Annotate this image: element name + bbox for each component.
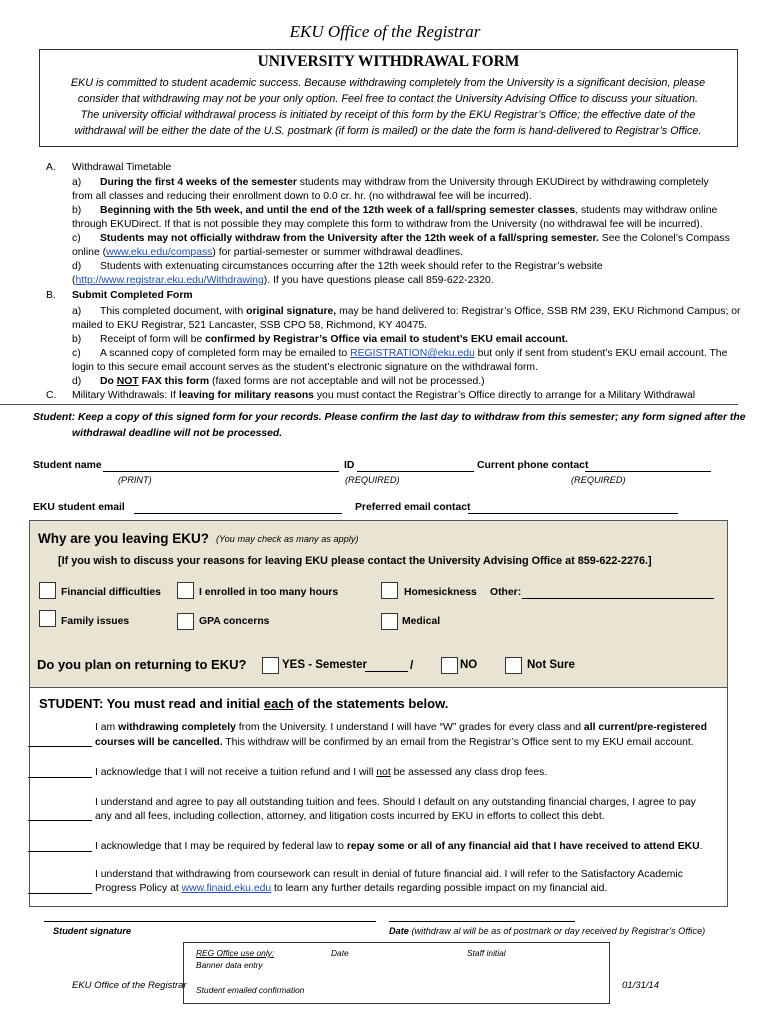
statement-2-initial-field[interactable] xyxy=(28,777,92,778)
registration-email-link[interactable]: REGISTRATION@eku.edu xyxy=(350,348,475,359)
section-a-item-c: c) Students may not officially withdraw from the University after the 12th week of a fall/spring semester. See the Colonel’s Compass xyxy=(72,233,730,244)
section-b-item-a-line2: mailed to EKU Registrar, 521 Lancaster, SSB CPO 58, Richmond, KY 40475. xyxy=(72,320,428,331)
emailed-confirmation-label: Student emailed confirmation xyxy=(196,985,305,995)
section-a-item-d-line2: (http://www.registrar.eku.edu/Withdrawing). If you have questions please call 859-622-2320. xyxy=(72,275,494,286)
section-c-text: Military Withdrawals: If leaving for military reasons you must contact the Registrar’s Office directly to arrange for a Military Withdrawal xyxy=(72,390,696,401)
statement-5-line2: Progress Policy at www.finaid.eku.edu to learn any further details regarding possible impact on my financial aid. xyxy=(95,883,608,894)
id-field[interactable] xyxy=(357,471,474,472)
statement-1-line1: I am withdrawing completely from the University. I understand I will have “W” grades for every class and all current/pre-registered xyxy=(95,722,707,733)
footer-left: EKU Office of the Registrar xyxy=(72,980,187,991)
student-note-line2: withdrawal deadline will not be processed. xyxy=(72,428,283,439)
statement-3-initial-field[interactable] xyxy=(28,820,92,821)
statement-3-line1: I understand and agree to pay all outstanding tuition and fees. Should I default on any outstanding financial charges, I agree to pay xyxy=(95,797,696,808)
return-yes-label: YES - Semester xyxy=(282,659,368,671)
gpa-concerns-checkbox[interactable] xyxy=(177,613,194,630)
section-b-label: B. xyxy=(46,290,56,301)
section-a-item-c-line2: online (www.eku.edu/compass) for partial-semester or summer withdrawal deadlines. xyxy=(72,247,463,258)
office-use-box xyxy=(183,942,610,1004)
return-not-sure-checkbox[interactable] xyxy=(505,657,522,674)
other-field[interactable] xyxy=(522,598,714,599)
section-c-label: C. xyxy=(46,390,57,401)
option-label: I enrolled in too many hours xyxy=(199,587,339,598)
id-required-hint: (REQUIRED) xyxy=(345,475,400,485)
id-label: ID xyxy=(344,460,355,471)
staff-initial-label: Staff initial xyxy=(467,948,506,958)
intro-line: withdrawal will be either the date of the U.S. postmark (if form is mailed) or the date the form is hand-delivered to Registrar’s Office. xyxy=(74,125,702,137)
statement-1-initial-field[interactable] xyxy=(28,746,92,747)
section-b-item-c: c) A scanned copy of completed form may be emailed to REGISTRATION@eku.edu but only if sent from student’s EKU email account. The xyxy=(72,348,728,359)
homesickness-checkbox[interactable] xyxy=(381,582,398,599)
compass-link[interactable]: www.eku.edu/compass xyxy=(106,247,213,258)
form-title-box xyxy=(39,49,738,147)
section-a-item-a-line2: from all classes and reducing their enrollment down to 0.0 cr. hr. (no withdrawal fee will be incurred). xyxy=(72,191,532,202)
intro-line: The university official withdrawal process is initiated by receipt of this form by the EKU Registrar’s Office; the effective date of the xyxy=(80,109,696,121)
statement-4-initial-field[interactable] xyxy=(28,851,92,852)
student-signature-field[interactable] xyxy=(44,921,376,922)
option-label: Financial difficulties xyxy=(61,587,161,598)
section-a-item-b-line2: through EKUDirect. If that is not possible they may complete this form to withdraw from the University (no withdrawal fee will be incurred). xyxy=(72,219,703,230)
section-a-item-a: a) During the first 4 weeks of the semester students may withdraw from the University through EKUDirect by withdrawing completely xyxy=(72,177,709,188)
return-semester-field[interactable] xyxy=(365,671,408,672)
student-name-label: Student name xyxy=(33,460,102,471)
return-not-sure-label: Not Sure xyxy=(527,659,575,671)
return-no-checkbox[interactable] xyxy=(441,657,458,674)
section-a-item-d: d) Students with extenuating circumstances occurring after the 12th week should refer to the Registrar’s website xyxy=(72,261,603,272)
too-many-hours-checkbox[interactable] xyxy=(177,582,194,599)
preferred-email-label: Preferred email contact xyxy=(355,502,471,513)
financial-difficulties-checkbox[interactable] xyxy=(39,582,56,599)
student-name-field[interactable] xyxy=(103,471,339,472)
form-title: UNIVERSITY WITHDRAWAL FORM xyxy=(257,53,520,70)
reg-office-label: REG Office use only: xyxy=(196,948,275,958)
banner-entry-label: Banner data entry xyxy=(196,960,263,970)
option-label: Family issues xyxy=(61,616,130,627)
student-note-line1: Student: Keep a copy of this signed form for your records. Please confirm the last day to withdraw from this semester; any form signed after the xyxy=(33,412,746,423)
semester-slash: / xyxy=(410,658,414,672)
eku-email-field[interactable] xyxy=(134,513,342,514)
statements-heading: STUDENT: You must read and initial each of the statements below. xyxy=(39,696,449,711)
section-b-item-a: a) This completed document, with original signature, may be hand delivered to: Registrar’s Office, SSB RM 239, EKU Richmond Campus; or xyxy=(72,306,741,317)
why-leaving-panel xyxy=(29,520,728,688)
why-leaving-title: Why are you leaving EKU? xyxy=(38,531,210,546)
statement-1-line2: courses will be cancelled. This withdraw will be confirmed by an email from the Registrar’s Office sent to my EKU email account. xyxy=(95,737,694,748)
medical-checkbox[interactable] xyxy=(381,613,398,630)
student-signature-label: Student signature xyxy=(53,926,132,936)
option-label: Medical xyxy=(402,616,441,627)
office-date-label: Date xyxy=(331,948,349,958)
option-label: Homesickness xyxy=(404,587,477,598)
section-b-item-d: d) Do NOT FAX this form (faxed forms are not acceptable and will not be processed.) xyxy=(72,376,485,387)
print-hint: (PRINT) xyxy=(118,475,152,485)
phone-label: Current phone contact xyxy=(477,460,589,471)
intro-line: consider that withdrawing may not be your only option. Feel free to contact the University Advising Office to discuss your situation. xyxy=(77,93,699,105)
intro-text xyxy=(46,75,730,139)
eku-email-label: EKU student email xyxy=(33,502,125,513)
statement-3-line2: any and all fees, including collection, attorney, and litigation costs incurred by EKU in efforts to collect this debt. xyxy=(95,811,605,822)
advising-note: [If you wish to discuss your reasons for leaving EKU please contact the University Advising Office at 859-622-2276.] xyxy=(58,555,652,567)
preferred-email-field[interactable] xyxy=(468,513,678,514)
finaid-link[interactable]: www.finaid.eku.edu xyxy=(181,883,272,894)
statement-4: I acknowledge that I may be required by federal law to repay some or all of any financial aid that I have received to attend EKU. xyxy=(95,841,703,852)
section-b-item-c-line2: login to this secure email account serves as the student’s electronic signature on the withdrawal form. xyxy=(72,362,538,373)
phone-required-hint: (REQUIRED) xyxy=(571,475,626,485)
signature-date-field[interactable] xyxy=(389,921,575,922)
section-separator xyxy=(0,404,738,405)
statement-5-initial-field[interactable] xyxy=(28,893,92,894)
section-a-label: A. xyxy=(46,162,56,173)
intro-line: EKU is committed to student academic success. Because withdrawing completely from the University is a significant decision, please xyxy=(70,77,706,89)
registrar-withdrawing-link[interactable]: http://www.registrar.eku.edu/Withdrawing xyxy=(75,275,264,286)
statement-5-line1: I understand that withdrawing from coursework can result in denial of future financial aid. I will refer to the Satisfactory Academic xyxy=(95,869,683,880)
page-header-title: EKU Office of the Registrar xyxy=(289,22,481,41)
phone-field[interactable] xyxy=(585,471,711,472)
why-leaving-hint: (You may check as many as apply) xyxy=(216,534,359,544)
other-label: Other: xyxy=(490,587,522,598)
section-a-title: Withdrawal Timetable xyxy=(72,162,172,173)
section-a-item-b: b) Beginning with the 5th week, and until the end of the 12th week of a fall/spring semester classes, students may withdraw online xyxy=(72,205,718,216)
return-no-label: NO xyxy=(460,659,478,671)
signature-date-label: Date (withdraw al will be as of postmark or day received by Registrar’s Office) xyxy=(389,926,706,936)
section-b-title: Submit Completed Form xyxy=(72,290,193,301)
family-issues-checkbox[interactable] xyxy=(39,610,56,627)
option-label: GPA concerns xyxy=(199,616,270,627)
return-yes-checkbox[interactable] xyxy=(262,657,279,674)
footer-date: 01/31/14 xyxy=(622,980,659,991)
return-question: Do you plan on returning to EKU? xyxy=(37,657,247,672)
section-b-item-b: b) Receipt of form will be confirmed by Registrar’s Office via email to student’s EKU email account. xyxy=(72,334,568,345)
statement-2: I acknowledge that I will not receive a tuition refund and I will not be assessed any class drop fees. xyxy=(95,767,548,778)
